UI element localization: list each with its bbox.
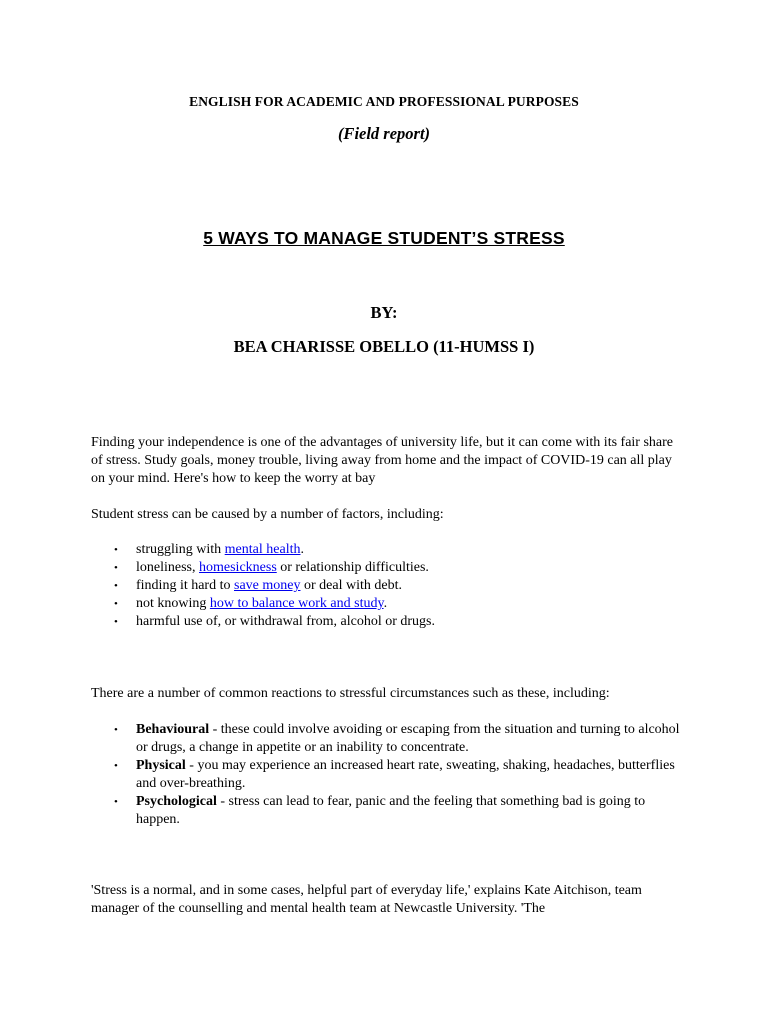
list-item <box>91 757 681 793</box>
reaction-description: - stress can lead to fear, panic and the feeling that something bad is going to happen. <box>136 794 646 827</box>
page-title: 5 WAYS TO MANAGE STUDENT’S STRESS <box>203 228 565 248</box>
bullet-icon: • <box>114 580 118 592</box>
reaction-description: - these could involve avoiding or escaping from the situation and turning to alcohol or drugs, a change in appetite or an inability to concentrate. <box>136 722 680 755</box>
list-item <box>91 541 691 559</box>
homesickness-link[interactable]: homesickness <box>199 560 277 575</box>
reactions-list-container <box>91 721 681 829</box>
mental-health-link[interactable]: mental health <box>224 542 301 557</box>
bullet-icon: • <box>114 760 118 772</box>
bullet-icon: • <box>114 724 118 736</box>
causes-intro-paragraph: Student stress can be caused by a number of factors, including: <box>91 507 444 522</box>
reactions-list <box>91 721 681 829</box>
list-item-text: or deal with debt. <box>300 578 402 593</box>
save-money-link[interactable]: save money <box>234 578 301 593</box>
reaction-term-behavioural: Behavioural <box>136 722 210 737</box>
document-type: (Field report) <box>337 124 431 143</box>
list-item-text: . <box>300 542 304 557</box>
reaction-term-psychological: Psychological <box>136 794 217 809</box>
list-item-text: . <box>383 596 388 611</box>
list-item <box>91 595 691 613</box>
list-item-text: struggling with <box>136 542 225 557</box>
causes-list-container <box>91 541 691 631</box>
list-item-text: or relationship difficulties. <box>276 560 429 575</box>
bullet-icon: • <box>114 796 118 808</box>
reaction-term-physical: Physical <box>136 758 186 773</box>
bullet-icon: • <box>114 562 118 574</box>
list-item-text: finding it hard to <box>136 578 234 593</box>
course-heading: ENGLISH FOR ACADEMIC AND PROFESSIONAL PURPOSES <box>189 94 579 109</box>
list-item <box>91 613 691 631</box>
list-item <box>91 559 691 577</box>
list-item <box>91 577 691 595</box>
balance-work-study-link[interactable]: how to balance work and study <box>209 596 384 611</box>
causes-list <box>91 541 691 631</box>
list-item <box>91 793 681 829</box>
list-item-text: loneliness, <box>136 560 199 575</box>
bullet-icon: • <box>114 616 118 628</box>
author-name: BEA CHARISSE OBELLO (11-HUMSS I) <box>233 337 535 356</box>
list-item <box>91 721 681 757</box>
reaction-description: - you may experience an increased heart rate, sweating, shaking, headaches, butterflies and over-breathing. <box>136 758 675 791</box>
reactions-intro-paragraph: There are a number of common reactions to stressful circumstances such as these, including: <box>91 686 610 701</box>
quote-paragraph: 'Stress is a normal, and in some cases, helpful part of everyday life,' explains Kate Aitchison, team manager of the counselling and mental health team at Newcastle University. 'The <box>91 883 642 916</box>
bullet-icon: • <box>114 544 118 556</box>
list-item-text: not knowing <box>136 596 210 611</box>
list-item-text: harmful use of, or withdrawal from, alcohol or drugs. <box>136 614 435 629</box>
intro-paragraph: Finding your independence is one of the advantages of university life, but it can come with its fair share of stress. Study goals, money trouble, living away from home and the impact of COVID-19 can all play on your mind. Here's how to keep the worry at bay <box>91 435 674 486</box>
byline-label: BY: <box>370 303 398 322</box>
bullet-icon: • <box>114 598 118 610</box>
